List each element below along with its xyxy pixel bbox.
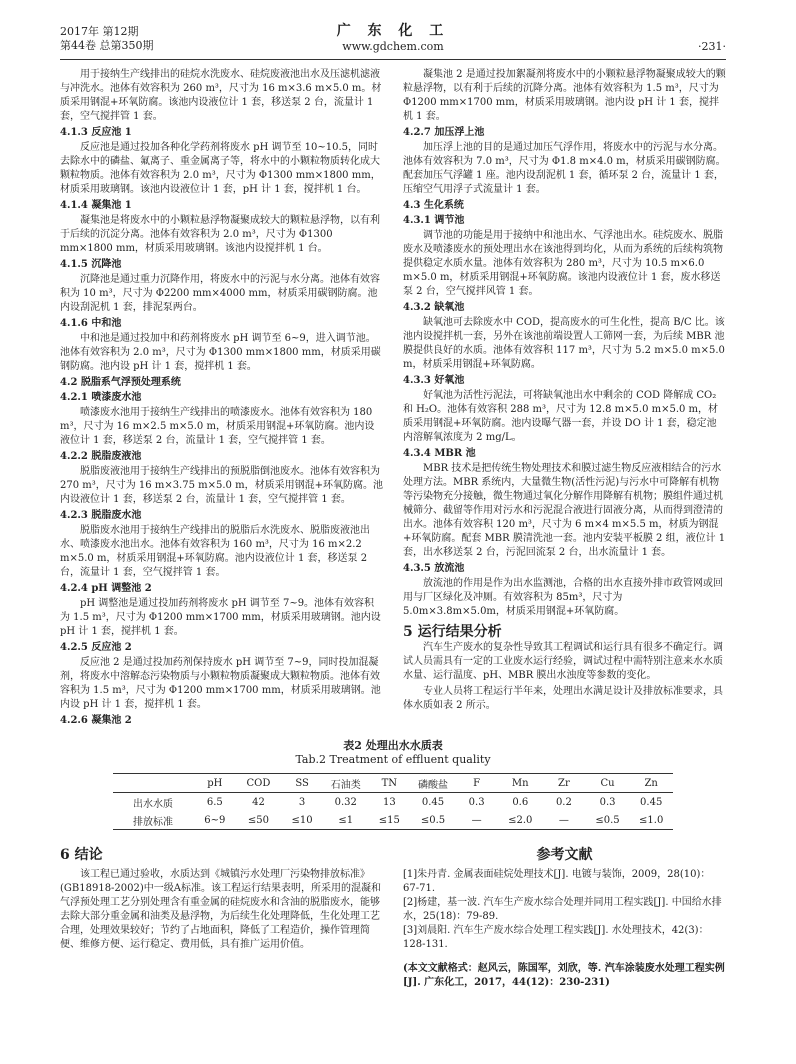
table-grid [113, 773, 673, 830]
section-heading: 4.1.6 中和池 [60, 318, 122, 329]
section-heading: 4.3.5 放流池 [403, 563, 465, 574]
section-heading: 4.3.2 缺氧池 [403, 302, 465, 313]
citation-format: (本文文献格式：赵风云，陈国军，刘欣，等. 汽车涂装废水处理工程实例[J]. 广东化工，2017，44(12)：230-231) [403, 963, 725, 988]
table-title [60, 739, 726, 767]
section-heading: 4.2 脱脂系气浮预处理系统 [60, 377, 181, 388]
header-rule [60, 59, 726, 60]
journal-center [282, 20, 504, 53]
body-paragraph: 好氧池为活性污泥法，可将缺氧池出水中剩余的 COD 降解成 CO₂ 和 H₂O。池体有效容积 288 m³，尺寸为 12.8 m×5.0 m×5.0 m，材质采用钢混+环氧防腐。池内设曝气器一套，并设 DO 计 1 套，稳定池内溶解氧浓度为 2 mg/L。 [403, 390, 719, 443]
section-heading: 4.2.4 pH 调整池 2 [60, 583, 152, 594]
table-title-en: Tab.2 Treatment of effluent quality [295, 753, 491, 766]
page-number [504, 40, 726, 53]
table-header-cell: TN [381, 778, 398, 789]
table-header-cell: Cu [600, 778, 615, 789]
references [403, 844, 726, 990]
issue-info [60, 25, 282, 53]
table-cell: 42 [252, 797, 265, 808]
table-cell: ≤0.5 [420, 815, 446, 826]
page-number-text: ·231· [698, 40, 726, 53]
journal-name: 广 东 化 工 [336, 23, 450, 39]
table-cell: 0.2 [555, 797, 572, 808]
table-cell: 0.3 [599, 797, 616, 808]
section-heading: 4.3.4 MBR 池 [403, 448, 476, 459]
body-paragraph: MBR 技术是把传统生物处理技术和膜过滤生物反应液相结合的污水处理方法。MBR 系统内，大量微生物(活性污泥)与污水中可降解有机物等污染物充分接触，微生物通过氧化分解作用降解有机物；膜组件通过机械筛分、截留等作用对污水和污泥混合液进行固液分离，从而得到澄清的出水。池体有效容积 120 m³，尺寸为 6 m×4 m×5.5 m，材质为钢混+环氧防腐。配套 MBR 膜清洗池一套。池内安装平板膜 2 组，液位计 1 套，出水移送泵 2 台，污泥回流泵 2 台，出水流量计 1 套。 [403, 463, 726, 558]
table-header-cell: 磷酸盐 [417, 780, 448, 791]
section-heading: 4.2.5 反应池 2 [60, 642, 132, 653]
section-heading: 4.3.3 好氧池 [403, 375, 465, 386]
section-heading: 5 运行结果分析 [403, 624, 502, 640]
table-cell: 13 [382, 797, 396, 808]
table-cell: ≤15 [378, 815, 400, 826]
section-heading: 4.1.3 反应池 1 [60, 127, 132, 138]
section-heading: 4.2.6 凝集池 2 [60, 715, 132, 726]
table-cell: 0.3 [468, 797, 485, 808]
table-cell: 0.32 [334, 797, 357, 808]
body-paragraph: 沉降池是通过重力沉降作用，将废水中的污泥与水分离。池体有效容积为 10 m³，尺寸为 Φ2200 mm×4000 mm，材质采用碳钢防腐。池内设刮泥机 1 套，排泥泵两台。 [60, 274, 380, 313]
table-cell: 3 [298, 797, 306, 808]
body-paragraph: 放流池的作用是作为出水监测池，合格的出水直接外排市政管网或回用与厂区绿化及冲厕。有效容积为 85m³，尺寸为 5.0m×3.8m×5.0m，材质采用钢混+环氧防腐。 [403, 578, 723, 617]
table-cell: ≤1 [338, 815, 354, 826]
table-header-cell: F [473, 778, 481, 789]
table-header-cell: Zr [558, 778, 570, 789]
body-paragraph: 汽车生产废水的复杂性导致其工程调试和运行具有很多不确定行。调试人员需具有一定的工业废水运行经验，调试过程中需特别注意来水水质水量、运行温度、pH、MBR 膜出水浊度等参数的变化。 [403, 642, 723, 681]
body-paragraph: 调节池的功能是用于接纳中和池出水、气浮池出水。硅烷废水、脱脂废水及喷漆废水的预处理出水在该池得到均化，从而为系统的后续构筑物提供稳定水质水量。池体有效容积为 280 m³，尺寸为 10.5 m×6.0 m×5.0 m，材质采用钢混+环氧防腐。该池内设液位计 1 套，废水移送泵 2 台，空气搅拌风管 1 套。 [403, 230, 723, 297]
table-cell: 排放标准 [133, 817, 173, 828]
table-header-cell: COD [246, 778, 271, 789]
left-column [60, 68, 383, 729]
right-column [403, 68, 726, 729]
references-heading: 参考文献 [536, 847, 593, 863]
table-header-cell: Mn [511, 778, 529, 789]
journal-website: www.gdchem.com [342, 40, 444, 53]
table-title-cn: 表2 处理出水水质表 [343, 739, 443, 752]
body-paragraph: 脱脂废液池用于接纳生产线排出的预脱脂倒池废水。池体有效容积为 270 m³，尺寸为 16 m×3.75 m×5.0 m，材质采用钢混+环氧防腐。池内设液位计 1 套，移送泵 2 台，流量计 1 套，空气搅拌管 1 套。 [60, 466, 383, 505]
table-cell: ≤0.5 [595, 815, 620, 826]
table-cell: ≤1.0 [639, 815, 664, 826]
section-heading: 4.2.3 脱脂废水池 [60, 510, 142, 521]
table-cell: ≤50 [247, 815, 269, 826]
conclusion-heading: 6 结论 [60, 847, 103, 863]
bottom-section [60, 844, 726, 990]
body-paragraph: 喷漆废水池用于接纳生产线排出的喷漆废水。池体有效容积为 180 m³，尺寸为 16 m×2.5 m×5.0 m，材质采用钢混+环氧防腐。池内设液位计 1 套，移送泵 2 台，流量计 1 套，空气搅拌管 1 套。 [60, 407, 375, 446]
table-header-cell: 石油类 [330, 780, 361, 791]
body-columns [60, 68, 726, 729]
table-cell: 0.45 [421, 797, 445, 808]
section-heading: 4.3 生化系统 [403, 200, 464, 211]
table-cell: 出水水质 [133, 799, 173, 810]
table-cell: 6~9 [204, 815, 226, 826]
body-paragraph: 反应池是通过投加各种化学药剂将废水 pH 调节至 10~10.5，同时去除水中的磷盐、氟离子、重金属离子等，将水中的小颗粒物质转化成大颗粒物质。池体有效容积为 2.0 m³，尺寸为 Φ1300 mm×1800 mm，材质采用玻璃钢。该池内设液位计 1 套，pH 计 1 套，搅拌机 1 台。 [60, 142, 381, 195]
page-header [60, 20, 726, 53]
section-heading: 4.2.7 加压浮上池 [403, 127, 485, 138]
table-row [113, 793, 673, 811]
body-paragraph: 用于接纳生产线排出的硅烷水洗废水、硅烷废液池出水及压滤机滤液与冲洗水。池体有效容积为 260 m³，尺寸为 16 m×3.6 m×5.0 m。材质采用钢混+环氧防腐。该池内设液位计 1 套，移送泵 2 台，流量计 1 套，空气搅拌管 1 套。 [60, 69, 382, 122]
reference-item: [3]刘晨阳. 汽车生产废水综合处理工程实践[J]. 水处理技术，42(3)：128-131. [403, 925, 709, 950]
effluent-table [60, 739, 726, 830]
table-header-row [113, 774, 673, 793]
table-cell: 6.5 [206, 797, 223, 808]
body-paragraph: 凝集池 2 是通过投加絮凝剂将废水中的小颗粒悬浮物凝聚成较大的颗粒悬浮物，以有利于后续的沉降分离。池体有效容积为 1.5 m³，尺寸为 Φ1200 mm×1700 mm，材质采用玻璃钢。池内设 pH 计 1 套，搅拌机 1 套。 [403, 69, 726, 122]
table-header-cell: SS [295, 778, 309, 789]
conclusion-text: 该工程已通过验收，水质达到《城镇污水处理厂污染物排放标准》(GB18918-2002)中一级A标准。该工程运行结果表明，所采用的混凝和气浮预处理工艺分别处理含有重金属的硅烷废水和含油的脱脂废水，能够去除大部分重金属和油类及悬浮物，为后续生化处理降低，生化处理工艺合理，处理效果较好；节约了占地面积，降低了工程造价，操作管理简便、维修方便、运行稳定、费用低，具有推广运用价值。 [60, 869, 382, 950]
body-paragraph: 加压浮上池的目的是通过加压气浮作用，将废水中的污泥与水分离。池体有效容积为 7.0 m³，尺寸为 Φ1.8 m×4.0 m，材质采用碳钢防腐。配套加压气浮罐 1 座。池内设刮泥机 1 套，循环泵 2 台，流量计 1 套，压缩空气用浮子式流量计 1 套。 [403, 142, 726, 195]
table-row [113, 811, 673, 829]
table-cell: 0.6 [512, 797, 529, 808]
table-cell: 0.45 [640, 797, 663, 808]
reference-list [403, 868, 726, 952]
section-heading: 4.2.1 喷漆废水池 [60, 392, 142, 403]
table-cell: ≤10 [291, 815, 313, 826]
body-paragraph: 脱脂废水池用于接纳生产线排出的脱脂后水洗废水、脱脂废液池出水、喷漆废水池出水。池体有效容积为 160 m³，尺寸为 16 m×2.2 m×5.0 m，材质采用钢混+环氧防腐。池内设液位计 1 套，移送泵 2 台，流量计 1 套，空气搅拌管 1 套。 [60, 525, 370, 578]
body-paragraph: 专业人员将工程运行半年来，处理出水满足设计及排放标准要求，具体水质如表 2 所示。 [403, 686, 723, 711]
body-paragraph: 反应池 2 是通过投加药剂保持废水 pH 调节至 7~9，同时投加混凝剂，将废水中溶解态污染物质与小颗粒物质凝聚成大颗粒物质。池体有效容积为 1.5 m³，尺寸为 Φ1200 mm×1700 mm，材质采用玻璃钢。池内设 pH 计 1 套，搅拌机 1 套。 [60, 657, 381, 710]
issue-line2: 第44卷 总第350期 [60, 39, 154, 52]
table-header-cell: pH [207, 778, 223, 789]
reference-item: [2]杨建，基一波. 汽车生产废水综合处理并同用工程实践[J]. 中国给水排水，25(18)：79-89. [403, 897, 722, 922]
table-header-cell: Zn [644, 778, 658, 789]
body-paragraph: 缺氧池可去除废水中 COD，提高废水的可生化性，提高 B/C 比。该池内设搅拌机一套，另外在该池前端设置人工筛网一套，为后续 MBR 池膜提供良好的水质。池体有效容积 117 m³，尺寸为 5.2 m×5.0 m×5.0 m，材质采用钢混+环氧防腐。 [403, 317, 725, 370]
issue-line1: 2017年 第12期 [60, 25, 139, 38]
section-heading: 4.1.5 沉降池 [60, 259, 122, 270]
section-heading: 4.2.2 脱脂废液池 [60, 451, 142, 462]
body-paragraph: pH 调整池是通过投加药剂将废水 pH 调节至 7~9。池体有效容积为 1.5 m³，尺寸为 Φ1200 mm×1700 mm，材质采用玻璃钢。池内设 pH 计 1 套，搅拌机 1 套。 [60, 598, 381, 637]
table-cell: — [558, 815, 569, 826]
table-header-cell [113, 782, 193, 786]
table-cell: — [471, 815, 482, 826]
body-paragraph: 中和池是通过投加中和药剂将废水 pH 调节至 6~9，进入调节池。池体有效容积为 2.0 m³，尺寸为 Φ1300 mm×1800 mm，材质采用碳钢防腐。池内设 pH 计 1 套，搅拌机 1 套。 [60, 333, 381, 372]
section-heading: 4.1.4 凝集池 1 [60, 200, 132, 211]
body-paragraph: 凝集池是将废水中的小颗粒悬浮物凝聚成较大的颗粒悬浮物，以有利于后续的沉淀分离。池体有效容积为 2.0 m³，尺寸为 Φ1300 mm×1800 mm，材质采用玻璃钢。该池内设搅拌机 1 台。 [60, 215, 380, 254]
reference-item: [1]朱丹青. 金属表面硅烷处理技术[J]. 电镀与装饰，2009，28(10)：67-71. [403, 869, 711, 894]
conclusion [60, 844, 383, 990]
table-cell: ≤2.0 [508, 815, 533, 826]
section-heading: 4.3.1 调节池 [403, 215, 465, 226]
